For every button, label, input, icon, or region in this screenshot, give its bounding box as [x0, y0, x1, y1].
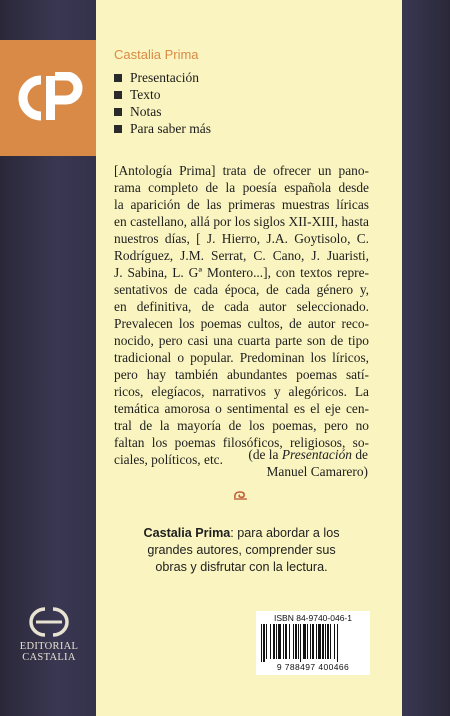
attribution-suffix: de	[352, 447, 368, 462]
tagline-line-2: grandes autores, comprender sus	[147, 543, 336, 557]
description-line: en castellano, allá por los siglos XII-XIII, hasta	[114, 214, 369, 229]
section-label: Texto	[130, 87, 161, 102]
description-line: faltan los poemas filosóficos, religiosos, so-	[114, 435, 369, 450]
description-line: tradicional o popular. Predominan los líricos,	[114, 350, 369, 365]
barcode-bars-icon	[260, 624, 366, 662]
section-label: Notas	[130, 104, 162, 119]
publisher-line-2: CASTALIA	[22, 652, 76, 663]
description-line: [Antología Prima] trata de ofrecer un pano-	[114, 163, 369, 178]
tagline-line-1	[114, 525, 369, 542]
tagline-line-3: obras y disfrutar con la lectura.	[155, 560, 328, 574]
section-item-texto	[114, 86, 211, 103]
publisher-name	[4, 641, 94, 663]
tagline-brand: Castalia Prima	[143, 526, 231, 540]
square-bullet-icon	[114, 91, 122, 99]
series-tagline	[114, 525, 369, 576]
square-bullet-icon	[114, 74, 122, 82]
attribution	[150, 446, 368, 480]
description-line: la aparición de las primeras muestras líricas	[114, 197, 369, 212]
description-line: sentativos de cada época, de cada género y,	[114, 282, 369, 297]
snail-ornament-icon	[233, 490, 249, 500]
publisher-emblem-icon	[26, 605, 72, 639]
description-line: temática amorosa o sentimental es el eje cen-	[114, 401, 369, 416]
attribution-prefix: (de la	[248, 447, 282, 462]
isbn-text: ISBN 84-9740-046-1	[274, 613, 352, 623]
series-sections-list	[114, 69, 211, 137]
cp-logo-icon	[10, 72, 86, 124]
description-line: tral de la mayoría de los poemas, pero no	[114, 418, 369, 433]
description-line: rama completo de la poesía española desde	[114, 180, 369, 195]
description-line: en definitiva, de cada autor seleccionado.	[114, 299, 369, 314]
attribution-author: Manuel Camarero)	[266, 464, 368, 479]
series-logo	[0, 40, 96, 156]
description-text	[114, 162, 369, 468]
square-bullet-icon	[114, 108, 122, 116]
barcode-box	[256, 611, 370, 675]
description-line: ciales, políticos, etc.	[114, 452, 223, 467]
description-line: nuestros días, [ J. Hierro, J.A. Goytisolo, C.	[114, 231, 369, 246]
series-name: Castalia Prima	[114, 47, 199, 62]
section-item-para-saber-mas	[114, 120, 211, 137]
square-bullet-icon	[114, 125, 122, 133]
section-item-presentacion	[114, 69, 211, 86]
right-dark-band	[402, 0, 450, 716]
attribution-line-1	[150, 446, 368, 463]
attribution-work: Presentación	[281, 447, 352, 462]
description-line: J. Sabina, L. Gª Montero...], con textos repre-	[114, 265, 369, 280]
publisher-line-1: EDITORIAL	[19, 641, 79, 652]
description-line: ricos, elegíacos, narrativos y alegóricos. La	[114, 384, 369, 399]
publisher-logo	[4, 605, 94, 663]
barcode-number: 9 788497 400466	[276, 662, 350, 672]
section-label: Para saber más	[130, 121, 211, 136]
tagline-line-1-rest: : para abordar a los	[230, 526, 340, 540]
description-line: Prevalecen los poemas cultos, de autor reco-	[114, 316, 369, 331]
section-item-notas	[114, 103, 211, 120]
description-line: Rodríguez, J.M. Serrat, C. Cano, J. Juaristi,	[114, 248, 369, 263]
description-line: nocido, pero casi una cuarta parte son de tipo	[114, 333, 369, 348]
section-label: Presentación	[130, 70, 199, 85]
description-line: pero hay también abundantes poemas satí-	[114, 367, 369, 382]
